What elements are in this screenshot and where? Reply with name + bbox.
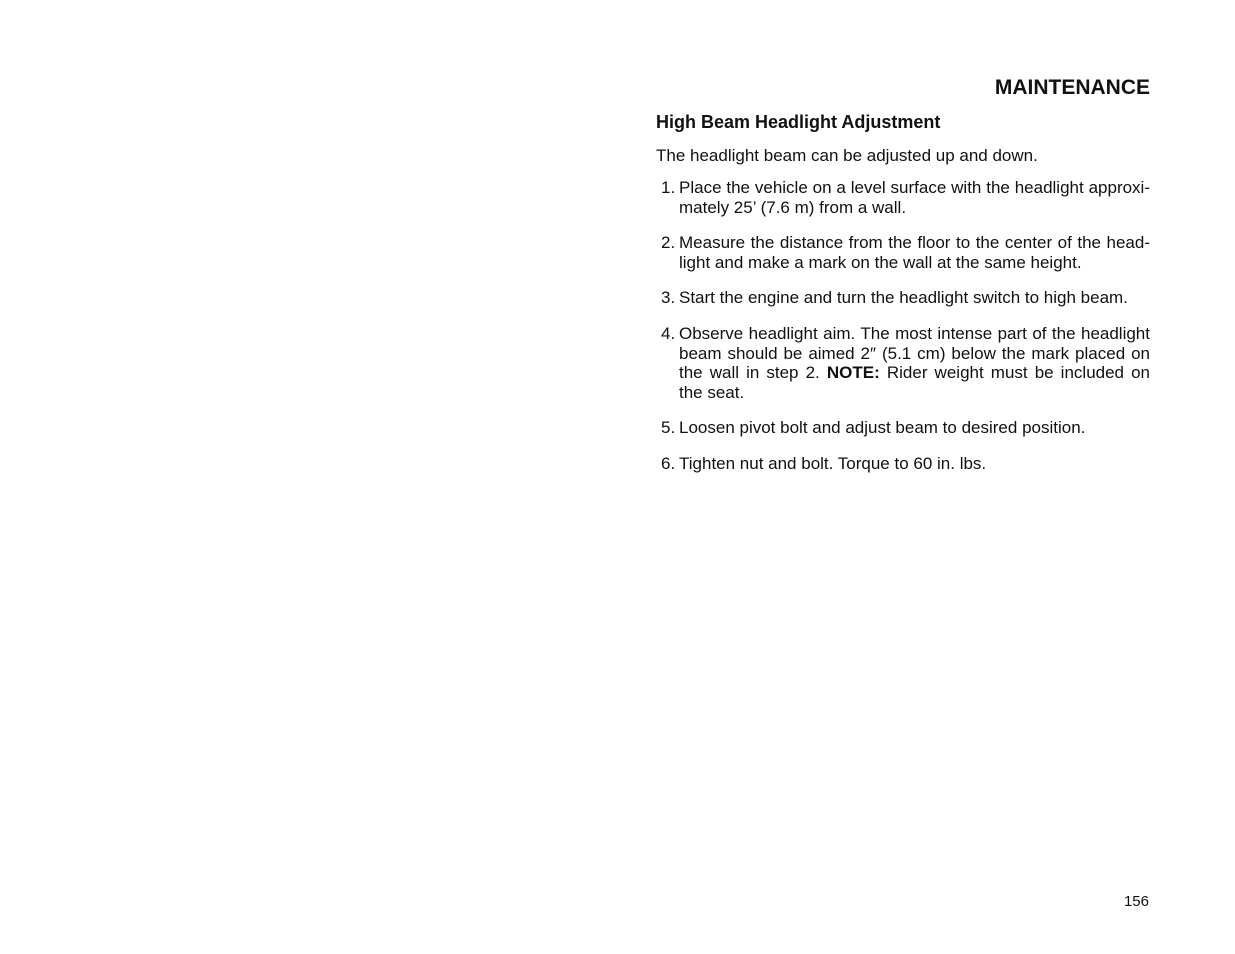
note-label: NOTE: xyxy=(826,363,880,382)
step-text: Place the vehicle on a level surface with the headlight approxi- mately 25’ (7.6 m) from a wall. xyxy=(679,178,1150,217)
step-text: Loosen pivot bolt and adjust beam to desired position. xyxy=(679,418,1086,437)
section-title: High Beam Headlight Adjustment xyxy=(656,112,941,132)
step-number: 2. xyxy=(661,233,676,252)
intro-paragraph: The headlight beam can be adjusted up and down. xyxy=(656,146,1038,165)
note-text: Rider weight must be included on the seat. xyxy=(679,363,1150,402)
step-item xyxy=(661,288,1150,308)
step-text: Start the engine and turn the headlight switch to high beam. xyxy=(679,288,1128,307)
step-item xyxy=(661,418,1150,438)
step-text-with-note xyxy=(679,324,1150,402)
step-number: 6. xyxy=(661,454,676,473)
step-number: 3. xyxy=(661,288,676,307)
step-item xyxy=(661,178,1150,217)
step-number: 1. xyxy=(661,178,676,197)
step-item xyxy=(661,324,1150,402)
page-number: 156 xyxy=(1123,893,1149,910)
step-number: 5. xyxy=(661,418,676,437)
step-text: Measure the distance from the floor to the center of the head- light and make a mark on the wall at the same height. xyxy=(679,233,1150,272)
step-item xyxy=(661,454,1150,474)
step-number: 4. xyxy=(661,324,676,343)
step-text: Tighten nut and bolt. Torque to 60 in. lbs. xyxy=(679,454,987,473)
step-item xyxy=(661,233,1150,272)
page-heading: MAINTENANCE xyxy=(994,76,1150,99)
step-text: Observe headlight aim. The most intense part of the headlight beam should be aimed 2″ (5.1 cm) below the mark placed on the wall in step 2. xyxy=(679,324,1150,382)
